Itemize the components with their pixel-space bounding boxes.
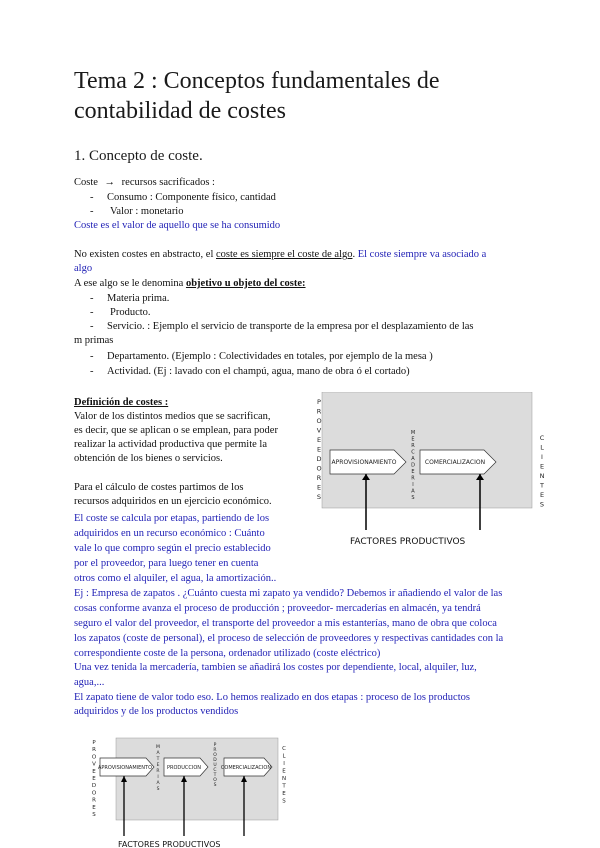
list-item: - Actividad. (Ej : lavado con el champú, agua, mano de obra ó el cortado) xyxy=(90,366,410,377)
paragraph-line: obtención de los bienes o servicios. xyxy=(74,453,223,464)
list-item: - Servicio. : Ejemplo el servicio de transporte de la empresa por el desplazamiento de las xyxy=(90,321,474,332)
paragraph-line: Una vez tenida la mercadería, tambien se añadirá los costes por dependiente, local, alquiler, luz, xyxy=(74,662,477,673)
paragraph-line: vale lo que compro según el precio establecido xyxy=(74,543,271,554)
paragraph-line: es decir, que se aplican o se emplean, para poder xyxy=(74,425,278,436)
paragraph-line: No existen costes en abstracto, el coste es siempre el coste de algo. El coste siempre va asociado a xyxy=(74,249,487,260)
coste-definition-blue: Coste es el valor de aquello que se ha consumido xyxy=(74,220,281,231)
paragraph-line: adquiridos y de los productos vendidos xyxy=(74,706,239,717)
paragraph-line: Para el cálculo de costes partimos de los xyxy=(74,482,244,493)
vertical-label-proveedores: P R O V E E D O R E S xyxy=(91,740,97,818)
recursos-text: recursos sacrificados : xyxy=(121,177,215,188)
box-aprovisionamiento-label: APROVISIONAMIENTO xyxy=(97,765,153,771)
list-item: - Valor : monetario xyxy=(90,206,184,217)
paragraph-line: El zapato tiene de valor todo eso. Lo hemos realizado en dos etapas : proceso de los productos xyxy=(74,692,470,703)
paragraph-line: adquiridos en un recurso económico : Cuánto xyxy=(74,528,265,539)
vertical-label-materias: M A T E R I A S xyxy=(156,745,160,792)
box-aprovisionamiento-label: APROVISIONAMIENTO xyxy=(331,459,397,466)
paragraph-line: Ej : Empresa de zapatos . ¿Cuánto cuesta mi zapato ya vendido? Debemos ir añadiendo el valor de las xyxy=(74,588,503,599)
vertical-label-clientes: C L I E N T E S xyxy=(281,746,287,805)
paragraph-line: correspondiente coste de la persona, ordenador utilizado (coste eléctrico) xyxy=(74,648,381,659)
paragraph-line: realizar la actividad productiva que permite la xyxy=(74,439,267,450)
paragraph-line: algo xyxy=(74,263,93,274)
diagram-background xyxy=(116,738,278,820)
diagram-process-1 xyxy=(312,392,550,552)
coste-word: Coste xyxy=(74,177,98,188)
vertical-label-clientes: C L I E N T E S xyxy=(539,434,545,509)
arrow-icon: → xyxy=(104,177,116,188)
paragraph-line: A ese algo se le denomina objetivo u objeto del coste: xyxy=(74,278,306,289)
vertical-label-mercaderias: M E R C A D E R I A S xyxy=(410,430,416,501)
paragraph-line: El coste se calcula por etapas, partiendo de los xyxy=(74,513,270,524)
definicion-heading: Definición de costes : xyxy=(74,397,169,408)
box-comercializacion-label: COMERCIALIZACION xyxy=(220,765,272,771)
page-title: Tema 2 : Conceptos fundamentales de contabilidad de costes xyxy=(74,68,440,124)
paragraph-line: recursos adquiridos en un ejercicio económico. xyxy=(74,496,272,507)
vertical-label-proveedores: P R O V E E D O R E S xyxy=(316,398,322,501)
box-comercializacion-label: COMERCIALIZACION xyxy=(424,459,486,466)
factores-productivos-label: FACTORES PRODUCTIVOS xyxy=(118,840,221,848)
box-produccion-label: PRODUCCION xyxy=(166,765,202,771)
list-item: - Materia prima. xyxy=(90,293,170,304)
list-item: - Producto. xyxy=(90,307,151,318)
paragraph-line: seguro el valor del proveedor, el transporte del proveedor a mis estanterías, mano de obra que coloca xyxy=(74,618,497,629)
paragraph-line: cosas conforme avanza el proceso de producción ; proveedor- mercaderías en almacén, ya tendrá xyxy=(74,603,481,614)
paragraph-line: m primas xyxy=(74,335,114,346)
paragraph-line: agua,... xyxy=(74,677,105,688)
coste-line xyxy=(74,176,215,190)
list-item: - Departamento. (Ejemplo : Colectividades en totales, por ejemplo de la mesa ) xyxy=(90,351,433,362)
section-heading-concepto: 1. Concepto de coste. xyxy=(74,148,203,164)
paragraph-line: los zapatos (coste de personal), el proceso de selección de proveedores y respectivas cantidades con la xyxy=(74,633,504,644)
vertical-label-productos: P R O D U C T O S xyxy=(213,743,217,788)
diagram-process-2 xyxy=(88,736,298,848)
paragraph-line: otros como el alquiler, el agua, la amortización.. xyxy=(74,573,277,584)
paragraph-line: por el proveedor, para luego tener en cuenta xyxy=(74,558,259,569)
factores-productivos-label: FACTORES PRODUCTIVOS xyxy=(350,537,466,547)
list-item: - Consumo : Componente físico, cantidad xyxy=(90,192,276,203)
paragraph-line: Valor de los distintos medios que se sacrifican, xyxy=(74,411,271,422)
